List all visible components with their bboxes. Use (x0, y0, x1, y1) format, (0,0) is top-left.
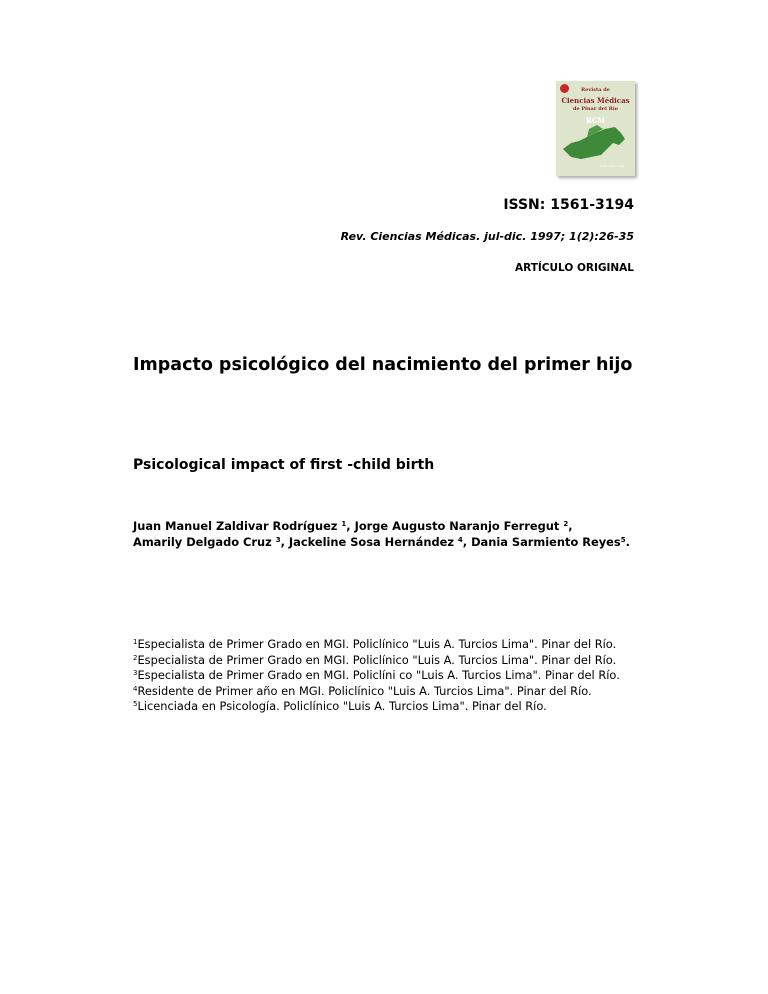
article-type-label: ARTÍCULO ORIGINAL (515, 262, 634, 274)
author-name: Jorge Augusto Naranjo Ferregut (354, 519, 564, 533)
article-title: Impacto psicológico del nacimiento del primer hijo (133, 355, 633, 375)
affiliation-text: Especialista de Primer Grado en MGI. Policlíni co "Luis A. Turcios Lima". Pinar del Río. (137, 668, 620, 682)
affiliation-ref: 1 (133, 638, 138, 646)
cover-line-3: de Pinar del Río (572, 106, 619, 112)
issn-number: ISSN: 1561-3194 (503, 197, 634, 213)
affiliation-text: Especialista de Primer Grado en MGI. Policlínico "Luis A. Turcios Lima". Pinar del Río. (137, 637, 617, 651)
author-name: Jackeline Sosa Hernández (288, 534, 458, 549)
affiliation-ref: 3 (133, 669, 138, 677)
affiliation-item (133, 637, 633, 653)
cover-line-2: Ciencias Médicas (561, 96, 630, 105)
affiliation-ref: 2 (133, 653, 138, 662)
affiliation-item (133, 653, 633, 669)
author-ref: 4 (457, 535, 463, 544)
author-name: Juan Manuel Zaldivar Rodríguez (133, 519, 342, 533)
journal-citation: Rev. Ciencias Médicas. jul-dic. 1997; 1(2):26-35 (340, 230, 634, 243)
author-separator: , (462, 534, 472, 549)
author-name: Amarily Delgado Cruz (133, 534, 276, 549)
author-separator: , (346, 519, 355, 533)
affiliation-item (133, 699, 633, 715)
author-ref: 3 (275, 535, 281, 544)
author-separator: , (568, 519, 573, 533)
affiliation-ref: 4 (133, 684, 138, 693)
cover-logo-text: RCM (586, 116, 606, 125)
author-ref: 2 (563, 520, 569, 528)
affiliation-text: Licenciada en Psicología. Policlínico "Luis A. Turcios Lima". Pinar del Río. (137, 699, 547, 713)
author-name: Dania Sarmiento Reyes (471, 534, 621, 549)
affiliation-item (133, 684, 633, 700)
cover-issn: ISSN 1561-3194 (600, 164, 625, 168)
author-separator: , (280, 534, 289, 549)
author-ref: 1 (341, 520, 347, 528)
author-separator: . (625, 534, 630, 549)
affiliation-ref: 5 (133, 700, 138, 708)
affiliation-text: Residente de Primer año en MGI. Policlínico "Luis A. Turcios Lima". Pinar del Río. (137, 683, 592, 698)
article-subtitle: Psicological impact of first -child birth (133, 457, 435, 473)
journal-cover-image (556, 81, 635, 176)
author-ref: 5 (620, 535, 626, 544)
cover-line-1: Revista de (581, 87, 610, 93)
affiliation-item (133, 668, 633, 684)
author-list (133, 519, 633, 550)
affiliation-text: Especialista de Primer Grado en MGI. Policlínico "Luis A. Turcios Lima". Pinar del Río. (137, 652, 617, 667)
pinar-del-rio-map-icon (561, 119, 631, 163)
affiliation-list (133, 637, 633, 715)
